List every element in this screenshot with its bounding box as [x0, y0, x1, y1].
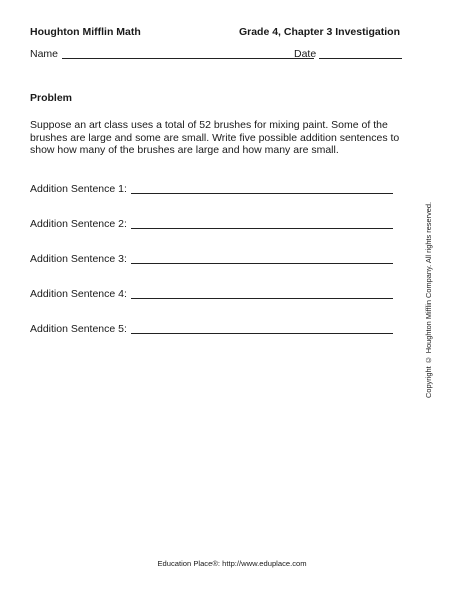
name-field-line[interactable]	[62, 58, 314, 59]
name-label: Name	[30, 48, 59, 60]
footer-credit: Education Place®: http://www.eduplace.com	[157, 559, 307, 568]
answer-row-4	[30, 288, 402, 323]
answer-line-2[interactable]	[131, 228, 393, 229]
date-label: Date	[294, 48, 317, 60]
answer-label-2: Addition Sentence 2:	[30, 218, 127, 230]
answer-line-3[interactable]	[131, 263, 393, 264]
answer-list	[30, 183, 402, 358]
book-title: Houghton Mifflin Math	[30, 26, 141, 38]
answer-label-5: Addition Sentence 5:	[30, 323, 127, 335]
copyright-notice: Copyright © Houghton Mifflin Company. All rights reserved.	[424, 201, 433, 399]
answer-row-1	[30, 183, 402, 218]
answer-row-2	[30, 218, 402, 253]
name-date-row	[30, 48, 402, 62]
problem-text: Suppose an art class uses a total of 52 brushes for mixing paint. Some of the brushes are large and some are small. Write five possible addition sentences to show how many of the brushes are large and how many are small.	[30, 119, 400, 157]
answer-line-1[interactable]	[131, 193, 393, 194]
answer-row-5	[30, 323, 402, 358]
answer-label-1: Addition Sentence 1:	[30, 183, 127, 195]
answer-line-5[interactable]	[131, 333, 393, 334]
answer-label-3: Addition Sentence 3:	[30, 253, 127, 265]
chapter-title: Grade 4, Chapter 3 Investigation	[238, 26, 400, 38]
answer-row-3	[30, 253, 402, 288]
date-field-line[interactable]	[319, 58, 402, 59]
problem-heading: Problem	[30, 92, 73, 104]
answer-line-4[interactable]	[131, 298, 393, 299]
answer-label-4: Addition Sentence 4:	[30, 288, 127, 300]
